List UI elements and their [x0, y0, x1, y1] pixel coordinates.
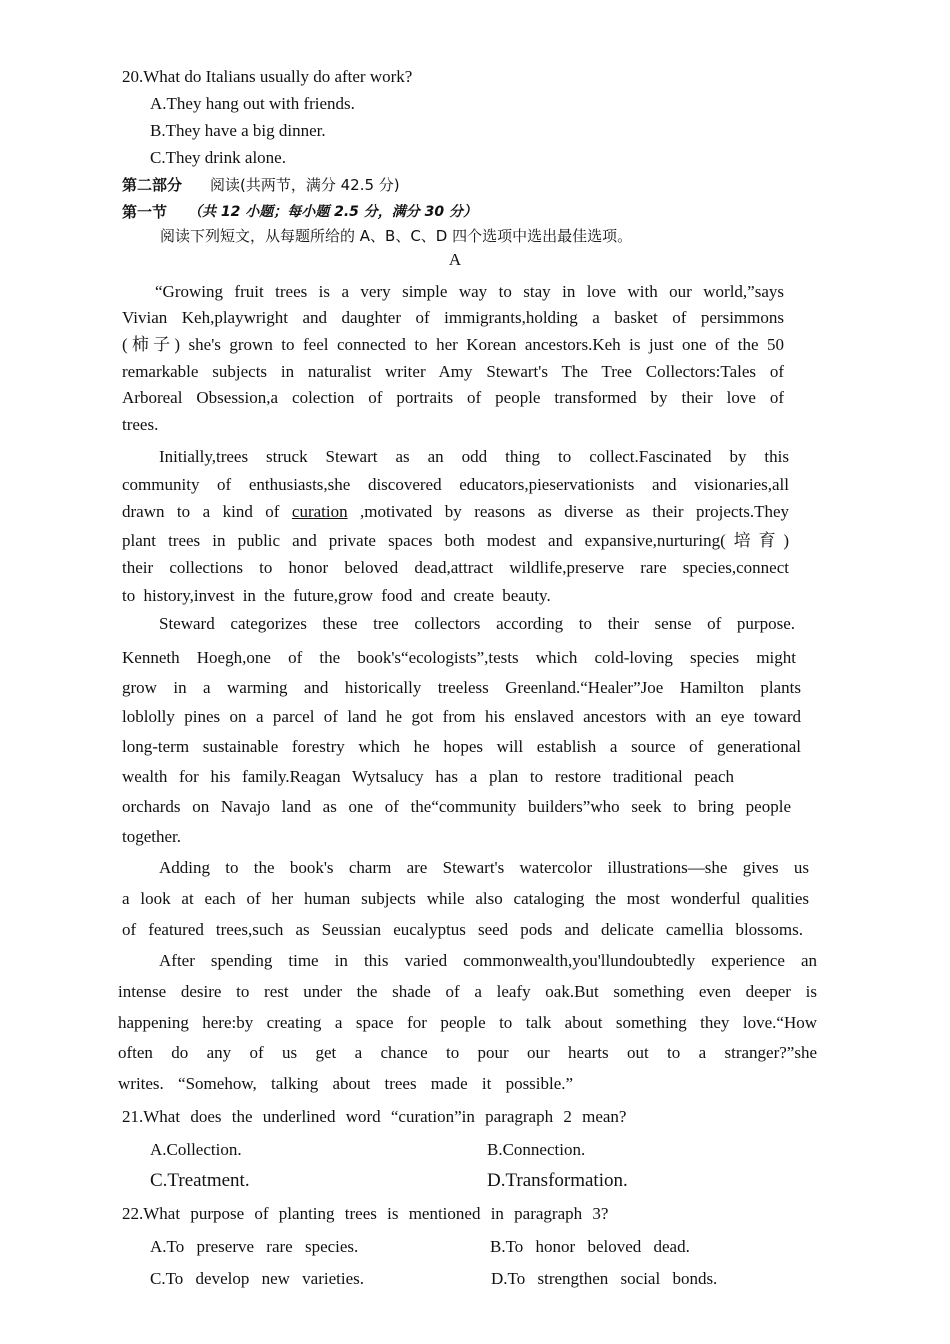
- part2-desc: 阅读(共两节，满分 42.5 分): [210, 176, 400, 194]
- p3-line: wealth for his family.Reagan Wytsalucy has a plan to restore traditional peach: [122, 767, 734, 786]
- p2-line: Initially,trees struck Stewart as an odd thing to collect.Fascinated by this: [159, 447, 789, 466]
- p3-line: together.: [122, 827, 182, 846]
- p5-line: intense desire to rest under the shade of a leafy oak.But something even deeper is: [118, 982, 817, 1001]
- p3-line: grow in a warming and historically treeless Greenland.“Healer”Joe Hamilton plants: [122, 678, 801, 697]
- q22-option-b: B.To honor beloved dead.: [490, 1237, 690, 1256]
- p3-line: loblolly pines on a parcel of land he got from his enslaved ancestors with an eye toward: [122, 707, 801, 726]
- p5-line: After spending time in this varied commonwealth,you'llundoubtedly experience an: [159, 951, 817, 970]
- p1-line: “Growing fruit trees is a very simple way to stay in love with our world,”says: [155, 282, 784, 301]
- p3-line: orchards on Navajo land as one of the“community builders”who seek to bring people: [122, 797, 791, 816]
- p4-line: Adding to the book's charm are Stewart's watercolor illustrations—she gives us: [159, 858, 809, 877]
- p2-line: their collections to honor beloved dead,attract wildlife,preserve rare species,connect: [122, 558, 789, 577]
- underlined-word-curation: curation: [291, 502, 348, 521]
- q21-option-d: D.Transformation.: [487, 1170, 628, 1191]
- q21-option-a: A.Collection.: [150, 1140, 242, 1159]
- p1-line: (柿子) she's grown to feel connected to her Korean ancestors.Keh is just one of the 50: [122, 335, 784, 354]
- q21-option-c: C.Treatment.: [150, 1170, 250, 1191]
- section1-instruction: 阅读下列短文，从每题所给的 A、B、C、D 四个选项中选出最佳选项。: [160, 227, 633, 245]
- q22-stem: 22.What purpose of planting trees is mentioned in paragraph 3?: [122, 1204, 609, 1223]
- p1-line: Vivian Keh,playwright and daughter of immigrants,holding a basket of persimmons: [122, 308, 784, 327]
- q20-option-a: A.They hang out with friends.: [150, 94, 355, 113]
- p2-line: community of enthusiasts,she discovered educators,pieservationists and visionaries,all: [122, 475, 789, 494]
- p4-line: a look at each of her human subjects while also cataloging the most wonderful qualities: [122, 889, 809, 908]
- part2-title: 第二部分: [122, 176, 183, 194]
- q21-stem: 21.What does the underlined word “curation”in paragraph 2 mean?: [122, 1107, 627, 1126]
- q22-option-c: C.To develop new varieties.: [150, 1269, 365, 1288]
- p2-line: to history,invest in the future,grow food and create beauty.: [122, 586, 551, 605]
- p5-line: writes. “Somehow, talking about trees made it possible.”: [118, 1074, 574, 1093]
- p5-line: often do any of us get a chance to pour our hearts out to a stranger?”she: [118, 1043, 817, 1062]
- p1-line: remarkable subjects in naturalist writer Amy Stewart's The Tree Collectors:Tales of: [122, 362, 784, 381]
- q22-option-d: D.To strengthen social bonds.: [491, 1269, 718, 1288]
- p2-line: drawn to a kind of curation ,motivated by reasons as diverse as their projects.They: [122, 502, 790, 521]
- p4-line: of featured trees,such as Seussian eucalyptus seed pods and delicate camellia blossoms.: [122, 920, 803, 939]
- p3-line: long-term sustainable forestry which he hopes will establish a source of generational: [122, 737, 801, 756]
- q20-option-c: C.They drink alone.: [150, 148, 286, 167]
- p1-line: trees.: [122, 415, 159, 434]
- passage-label: A: [448, 250, 462, 269]
- section1-desc: （共 12 小题；每小题 2.5 分，满分 30 分）: [188, 204, 478, 220]
- p1-line: Arboreal Obsession,a colection of portraits of people transformed by their love of: [122, 388, 784, 407]
- p3-line: Steward categorizes these tree collectors according to their sense of purpose.: [159, 614, 795, 633]
- q20-option-b: B.They have a big dinner.: [150, 121, 326, 140]
- p3-line: Kenneth Hoegh,one of the book's“ecologists”,tests which cold-loving species might: [122, 648, 796, 667]
- p2-line: plant trees in public and private spaces both modest and expansive,nurturing(培育): [122, 531, 789, 550]
- q20-stem: 20.What do Italians usually do after work?: [122, 67, 413, 86]
- section1-title: 第一节: [122, 203, 168, 221]
- p5-line: happening here:by creating a space for people to talk about something they love.“How: [118, 1013, 817, 1032]
- q22-option-a: A.To preserve rare species.: [150, 1237, 359, 1256]
- q21-option-b: B.Connection.: [487, 1140, 586, 1159]
